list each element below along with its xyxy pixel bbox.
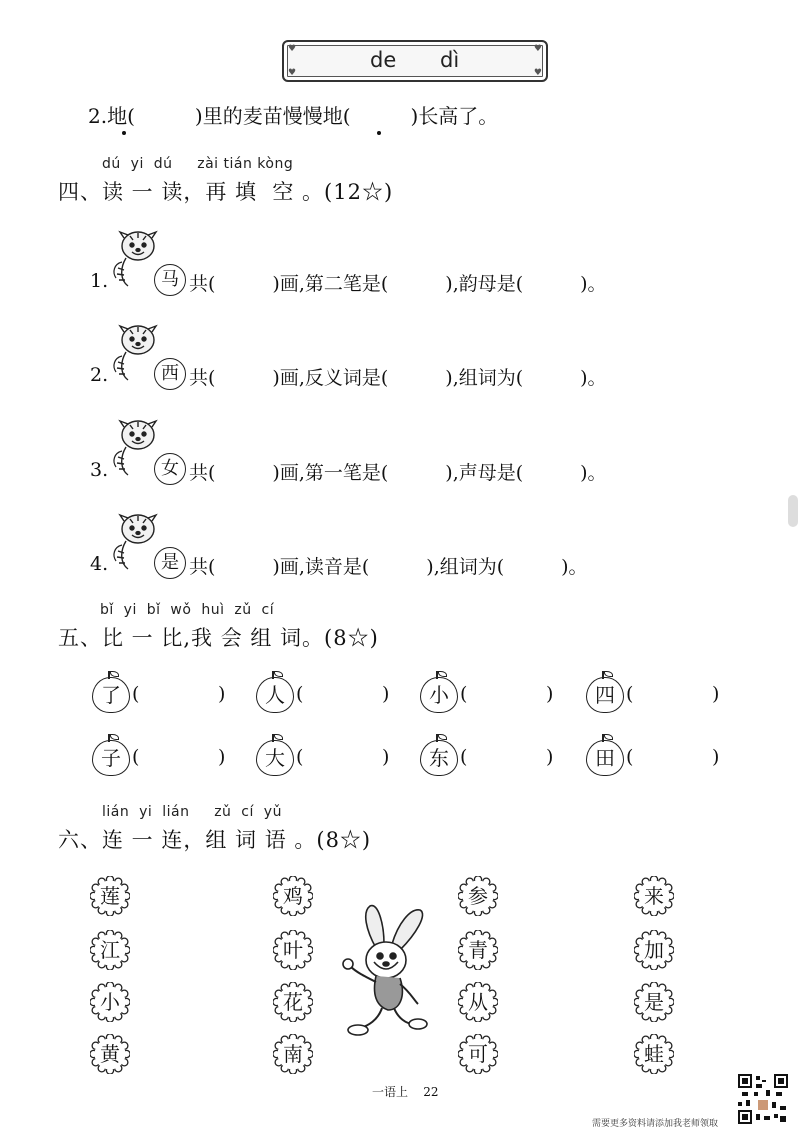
answer-blank-close[interactable]: ) <box>712 746 720 768</box>
fill-blank-text[interactable]: 共( )画,第一笔是( ),声母是( )。 <box>189 462 607 484</box>
flower-character-label: 鸡 <box>283 884 303 908</box>
flower-character[interactable] <box>90 1034 130 1074</box>
flower-character-label: 小 <box>100 990 120 1014</box>
flower-character[interactable] <box>634 876 674 916</box>
rabbit-illustration <box>336 900 436 1038</box>
section6-pinyin: lián yi lián zǔ cí yǔ <box>102 804 282 820</box>
qr-note: 需要更多资料请添加我老师领取 <box>592 1119 719 1129</box>
flower-character-label: 叶 <box>283 938 303 962</box>
flower-character[interactable] <box>273 930 313 970</box>
flower-character-label: 江 <box>100 938 120 962</box>
apple-character: 人 <box>256 677 294 713</box>
answer-blank-open[interactable]: ( <box>460 683 468 705</box>
circled-character: 是 <box>154 547 186 579</box>
pinyin-di: dì <box>440 48 460 72</box>
section5-title: 五、比 一 比,我 会 组 词。(8☆) <box>58 626 379 650</box>
answer-blank[interactable]: ( ) <box>342 104 419 128</box>
answer-blank-close[interactable]: ) <box>218 746 226 768</box>
flower-character-label: 莲 <box>100 884 120 908</box>
flower-character[interactable] <box>90 982 130 1022</box>
flower-character[interactable] <box>458 876 498 916</box>
flower-character-label: 是 <box>644 990 664 1014</box>
answer-blank-close[interactable]: ) <box>546 746 554 768</box>
answer-blank-close[interactable]: ) <box>546 683 554 705</box>
question-number: 2. <box>90 364 109 386</box>
answer-blank-open[interactable]: ( <box>296 683 304 705</box>
emphasis-dot <box>377 131 381 135</box>
flower-character[interactable] <box>458 930 498 970</box>
answer-blank-close[interactable]: ) <box>382 746 390 768</box>
question-number: 2. <box>88 104 108 128</box>
flower-character[interactable] <box>273 1034 313 1074</box>
answer-blank-open[interactable]: ( <box>132 746 140 768</box>
flower-character[interactable] <box>634 982 674 1022</box>
answer-blank-open[interactable]: ( <box>460 746 468 768</box>
scroll-handle[interactable] <box>788 495 798 527</box>
apple-character: 田 <box>586 740 624 776</box>
circled-character: 女 <box>154 453 186 485</box>
flower-character[interactable] <box>634 1034 674 1074</box>
section4-title: 四、读 一 读，再 填 空 。(12☆) <box>58 180 394 204</box>
heart-icon: ♥ <box>288 44 297 54</box>
heart-icon: ♥ <box>533 68 542 78</box>
pinyin-banner <box>282 40 548 82</box>
section5-pinyin: bǐ yi bǐ wǒ huì zǔ cí <box>100 602 275 618</box>
answer-blank-open[interactable]: ( <box>626 683 634 705</box>
flower-character-label: 黄 <box>100 1042 120 1066</box>
qr-code-icon[interactable] <box>738 1074 788 1124</box>
answer-blank-close[interactable]: ) <box>218 683 226 705</box>
flower-character-label: 南 <box>283 1042 303 1066</box>
emphasis-dot <box>122 131 126 135</box>
apple-character: 大 <box>256 740 294 776</box>
answer-blank-open[interactable]: ( <box>132 683 140 705</box>
circled-character: 马 <box>154 264 186 296</box>
fill-blank-text[interactable]: 共( )画,读音是( ),组词为( )。 <box>189 556 588 578</box>
question-number: 1. <box>90 270 109 292</box>
flower-character-label: 加 <box>644 938 664 962</box>
flower-character-label: 花 <box>283 990 303 1014</box>
apple-character: 东 <box>420 740 458 776</box>
heart-icon: ♥ <box>288 68 297 78</box>
section6-title: 六、连 一 连，组 词 语 。(8☆) <box>58 828 372 852</box>
apple-character: 小 <box>420 677 458 713</box>
question-number: 3. <box>90 459 109 481</box>
flower-character-label: 青 <box>468 938 488 962</box>
question-2-line <box>88 100 498 129</box>
apple-character: 四 <box>586 677 624 713</box>
question-number: 4. <box>90 553 109 575</box>
apple-character: 了 <box>92 677 130 713</box>
page-footer: 一语上 22 <box>372 1085 439 1099</box>
flower-character[interactable] <box>90 930 130 970</box>
flower-character[interactable] <box>458 1034 498 1074</box>
dotted-char: 地 <box>107 104 128 128</box>
circled-character: 西 <box>154 358 186 390</box>
flower-character[interactable] <box>90 876 130 916</box>
section4-pinyin: dú yi dú zài tián kòng <box>102 156 294 172</box>
flower-character[interactable] <box>634 930 674 970</box>
apple-character: 子 <box>92 740 130 776</box>
answer-blank-close[interactable]: ) <box>382 683 390 705</box>
sentence-text: 里的麦苗慢慢 <box>202 104 323 128</box>
fill-blank-text[interactable]: 共( )画,第二笔是( ),韵母是( )。 <box>189 273 607 295</box>
flower-character-label: 来 <box>644 884 664 908</box>
flower-character-label: 参 <box>468 884 488 908</box>
dotted-char: 地 <box>322 104 343 128</box>
answer-blank-open[interactable]: ( <box>626 746 634 768</box>
flower-character-label: 可 <box>468 1042 488 1066</box>
heart-icon: ♥ <box>533 44 542 54</box>
flower-character-label: 蛙 <box>644 1042 664 1066</box>
flower-character[interactable] <box>273 876 313 916</box>
sentence-text: 长高了。 <box>418 104 499 128</box>
fill-blank-text[interactable]: 共( )画,反义词是( ),组词为( )。 <box>189 367 607 389</box>
answer-blank-open[interactable]: ( <box>296 746 304 768</box>
pinyin-de: de <box>370 48 397 72</box>
answer-blank[interactable]: ( ) <box>127 104 203 128</box>
flower-character[interactable] <box>273 982 313 1022</box>
flower-character[interactable] <box>458 982 498 1022</box>
answer-blank-close[interactable]: ) <box>712 683 720 705</box>
flower-character-label: 从 <box>468 990 488 1014</box>
